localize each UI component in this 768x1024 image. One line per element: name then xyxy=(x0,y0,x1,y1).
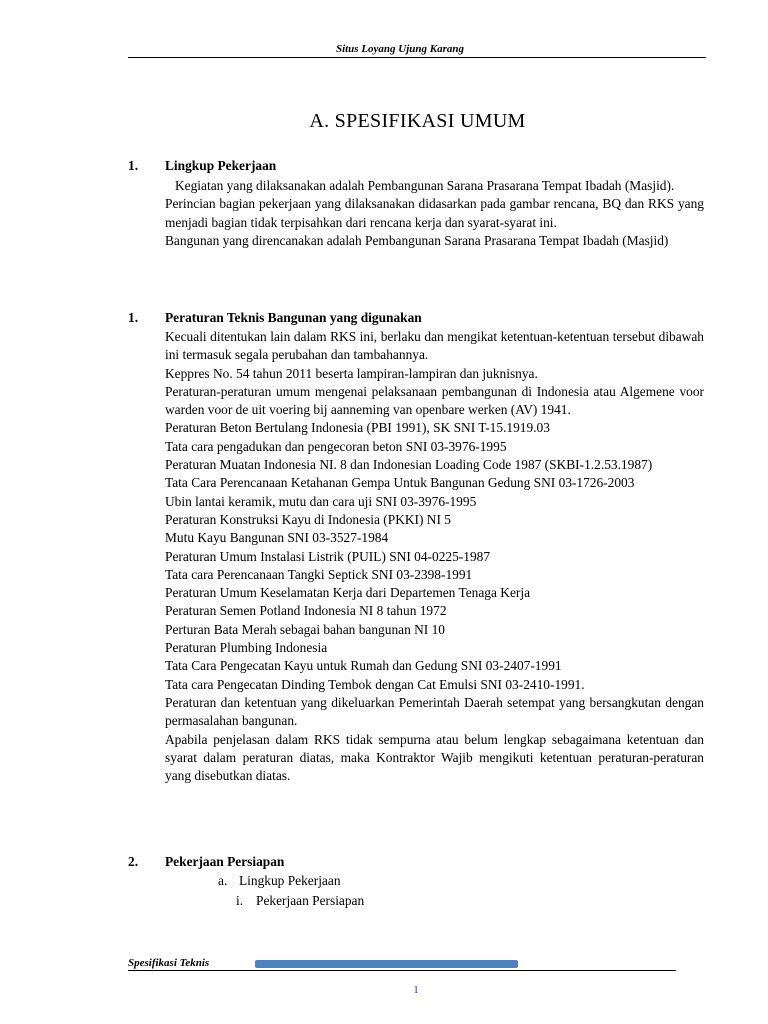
section-number: 2. xyxy=(128,854,139,869)
page-number: 1 xyxy=(413,984,419,996)
paragraph: Perincian bagian pekerjaan yang dilaksanakan didasarkan pada gambar rencana, BQ dan RKS yang menjadi bagian tidak terpisahkan dari rencana kerja dan syarat-syarat ini. xyxy=(165,196,704,230)
sub-item-label: Pekerjaan Persiapan xyxy=(256,893,365,908)
list-item: Perturan Bata Merah sebagai bahan bangunan NI 10 xyxy=(165,621,445,637)
list-item: Tata cara Pengecatan Dinding Tembok dengan Cat Emulsi SNI 03-2410-1991. xyxy=(165,676,585,692)
list-item: Mutu Kayu Bangunan SNI 03-3527-1984 xyxy=(165,530,389,546)
list-item: Peraturan Semen Potland Indonesia NI 8 tahun 1972 xyxy=(165,603,447,619)
footer-divider xyxy=(128,970,676,971)
list-item: Peraturan Plumbing Indonesia xyxy=(165,640,328,656)
footer-label: Spesifikasi Teknis xyxy=(128,957,210,969)
list-item: Peraturan Umum Keselamatan Kerja dari Departemen Tenaga Kerja xyxy=(165,585,531,601)
list-item: Keppres No. 54 tahun 2011 beserta lampiran-lampiran dan juknisnya. xyxy=(165,365,538,381)
section-heading: Lingkup Pekerjaan xyxy=(165,158,277,173)
list-item: Ubin lantai keramik, mutu dan cara uji SNI 03-3976-1995 xyxy=(165,493,477,509)
list-item: Peraturan-peraturan umum mengenai pelaksanaan pembangunan di Indonesia atau Algemene voor warden voor de uit voering bij aanneming van openbare werken (AV) 1941. xyxy=(165,383,704,418)
section-heading: Peraturan Teknis Bangunan yang digunakan xyxy=(165,310,422,325)
list-item: Tata Cara Pengecatan Kayu untuk Rumah dan Gedung SNI 03-2407-1991 xyxy=(165,658,562,674)
list-item: Peraturan Beton Bertulang Indonesia (PBI 1991), SK SNI T-15.1919.03 xyxy=(165,420,550,436)
list-item: Peraturan Konstruksi Kayu di Indonesia (PKKI) NI 5 xyxy=(165,511,451,527)
header-divider xyxy=(128,57,706,58)
paragraph: Kecuali ditentukan lain dalam RKS ini, berlaku dan mengikat ketentuan-ketentuan tersebut dibawah ini termasuk segala perubahan dan tambahannya. xyxy=(165,329,704,363)
list-item: Peraturan Umum Instalasi Listrik (PUIL) SNI 04-0225-1987 xyxy=(165,548,491,564)
list-item: Tata cara Perencanaan Tangki Septick SNI 03-2398-1991 xyxy=(165,566,473,582)
list-item: Peraturan Muatan Indonesia NI. 8 dan Indonesian Loading Code 1987 (SKBI-1.2.53.1987) xyxy=(165,457,653,473)
list-item: Tata Cara Perencanaan Ketahanan Gempa Untuk Bangunan Gedung SNI 03-1726-2003 xyxy=(165,475,635,491)
section-body xyxy=(165,328,704,785)
paragraph: Bangunan yang direncanakan adalah Pembangunan Sarana Prasarana Tempat Ibadah (Masjid) xyxy=(165,232,669,248)
document-title: A. SPESIFIKASI UMUM xyxy=(309,110,526,132)
list-item: Peraturan dan ketentuan yang dikeluarkan Pemerintah Daerah setempat yang bersangkutan dengan permasalahan bangunan. xyxy=(165,694,704,729)
page-header-title: Situs Loyang Ujung Karang xyxy=(335,43,465,55)
sub-sub-list-item xyxy=(236,893,364,909)
list-item: Tata cara pengadukan dan pengecoran beton SNI 03-3976-1995 xyxy=(165,438,507,454)
paragraph: Kegiatan yang dilaksanakan adalah Pembangunan Sarana Prasarana Tempat Ibadah (Masjid). xyxy=(175,178,675,193)
paragraph: Apabila penjelasan dalam RKS tidak sempurna atau belum lengkap sebagaimana ketentuan dan syarat dalam peraturan diatas, maka Kontraktor Wajib mengikuti ketentuan peraturan-peraturan yang disebutkan diatas. xyxy=(165,731,704,784)
section-number: 1. xyxy=(128,310,139,325)
section-heading: Pekerjaan Persiapan xyxy=(165,854,285,869)
sub-item-label: Lingkup Pekerjaan xyxy=(239,873,341,888)
list-marker: i. xyxy=(236,893,244,908)
section-body xyxy=(165,177,704,250)
sub-list-item xyxy=(218,873,341,889)
list-marker: a. xyxy=(218,873,228,888)
section-number: 1. xyxy=(128,158,139,173)
footer-accent-bar xyxy=(255,960,518,968)
